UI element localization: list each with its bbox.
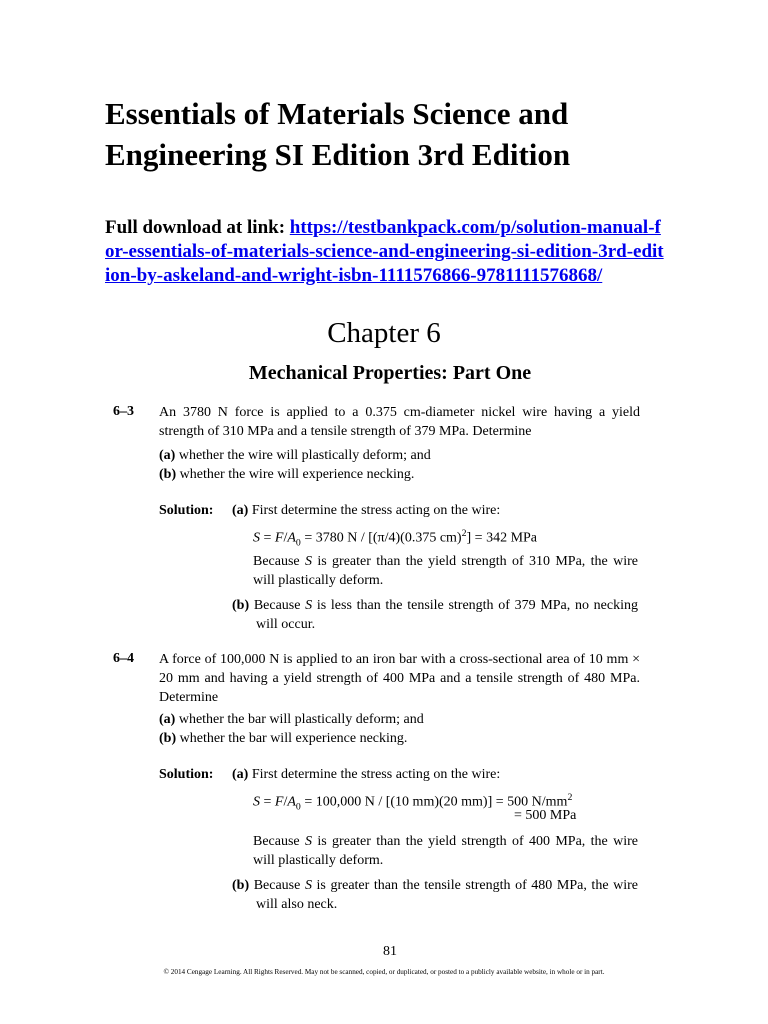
page-number: 81 xyxy=(383,944,397,959)
problem-statement: A force of 100,000 N is applied to an iron bar with a cross-sectional area of 10 mm × 20 mm and having a yield strength of 400 MPa and a tensile strength of 480 MPa. Determine xyxy=(159,652,640,705)
problem-part-a: (a) whether the bar will plastically deform; and xyxy=(159,712,424,727)
stress-equation: $S = F/A_0 = 100,000$ N / [(10 mm)(20 mm)] = 500 $N/mm^2$ xyxy=(253,792,573,813)
download-block xyxy=(105,216,665,288)
copyright-notice: © 2014 Cengage Learning. All Rights Reserved. May not be scanned, copied, or duplicated, or posted to a publicly available website, in whole or in part. xyxy=(163,968,605,976)
solution-part-a-intro: (a) First determine the stress acting on the wire: xyxy=(232,767,501,782)
problem-number: 6–4 xyxy=(113,651,134,666)
problem-number: 6–3 xyxy=(113,404,134,419)
solution-part-a-intro: (a) First determine the stress acting on the wire: xyxy=(232,503,501,518)
title-line-2: Engineering SI Edition 3rd Edition xyxy=(105,137,571,172)
problem-part-b: (b) whether the bar will experience necking. xyxy=(159,731,408,746)
problem-part-a: (a) whether the wire will plastically deform; and xyxy=(159,448,431,463)
stress-equation-result: = 500 MPa xyxy=(514,808,577,823)
solution-label: Solution: xyxy=(159,767,214,782)
solution-part-b: (b) Because S is greater than the tensile strength of 480 MPa, the wire will also neck. xyxy=(232,878,638,912)
solution-label: Solution: xyxy=(159,503,214,518)
title-line-1: Essentials of Materials Science and xyxy=(105,96,569,131)
chapter-heading: Chapter 6 xyxy=(327,317,441,349)
download-label: Full download at link: xyxy=(105,217,286,238)
document-title xyxy=(105,93,725,175)
solution-part-b: (b) Because S is less than the tensile strength of 379 MPa, no necking will occur. xyxy=(232,598,638,632)
problem-part-b: (b) whether the wire will experience necking. xyxy=(159,467,415,482)
stress-equation: $S = F/A_0 = 3780$ N / [(π/4)(0.375 cm)$^2$] = 342 MPa xyxy=(253,528,538,549)
solution-part-a-conclusion: Because S is greater than the yield strength of 310 MPa, the wire will plastically deform. xyxy=(253,554,638,588)
download-link[interactable]: https://testbankpack.com/p/solution-manual-for-essentials-of-materials-science-and-engineering-si-edition-3rd-edition-by-askeland-and-wright-isbn-1111576866-9781111576868/ xyxy=(105,217,664,286)
chapter-subtitle: Mechanical Properties: Part One xyxy=(248,362,532,384)
problem-statement: An 3780 N force is applied to a 0.375 cm-diameter nickel wire having a yield strength of 310 MPa and a tensile strength of 379 MPa. Determine xyxy=(159,405,640,439)
solution-part-a-conclusion: Because S is greater than the yield strength of 400 MPa, the wire will plastically deform. xyxy=(253,834,638,868)
